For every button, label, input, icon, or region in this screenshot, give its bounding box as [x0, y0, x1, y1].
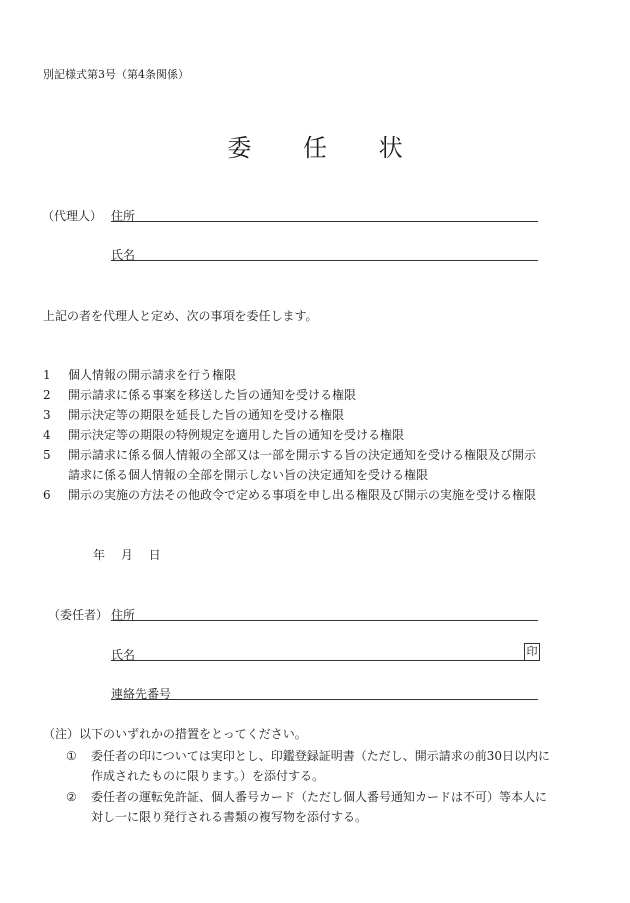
item-text-line1: 開示請求に係る個人情報の全部又は一部を開示する旨の決定通知を受ける権限及び開示 — [68, 448, 537, 462]
note-heading: （注）以下のいずれかの措置をとってください。 — [43, 727, 307, 741]
agent-address-label: 住所 — [111, 209, 136, 223]
item-text-line2: 請求に係る個人情報の全部を開示しない旨の決定通知を受ける権限 — [68, 468, 429, 482]
note-line2: 対し一に限り発行される書類の複写物を添付する。 — [91, 810, 368, 824]
agent-role-label: （代理人） — [42, 209, 103, 223]
item-number: 6 — [43, 488, 51, 502]
agent-name-label: 氏名 — [111, 248, 136, 262]
item-text: 開示決定等の期限を延長した旨の通知を受ける権限 — [68, 408, 345, 422]
item-text: 開示決定等の期限の特例規定を適用した旨の通知を受ける権限 — [68, 428, 405, 442]
item-text: 個人情報の開示請求を行う権限 — [68, 368, 237, 382]
principal-contact-field[interactable] — [111, 699, 538, 700]
item-text: 開示の実施の方法その他政令で定める事項を申し出る権限及び開示の実施を受ける権限 — [68, 488, 537, 502]
principal-address-field[interactable] — [111, 620, 538, 621]
date-line[interactable]: 年 月 日 — [93, 548, 161, 562]
form-number: 別記様式第3号（第4条関係） — [43, 68, 189, 81]
item-number: 1 — [43, 368, 51, 382]
principal-contact-label: 連絡先番号 — [111, 687, 172, 701]
note-line2: 作成されたものに限ります。）を添付する。 — [91, 769, 325, 783]
principal-role-label: （委任者） — [48, 608, 109, 622]
agent-address-field[interactable] — [111, 221, 538, 222]
page-title: 委 任 状 — [227, 134, 425, 162]
intro-text: 上記の者を代理人と定め、次の事項を委任します。 — [43, 309, 318, 323]
note-line1: 委任者の運転免許証、個人番号カード（ただし個人番号通知カードは不可）等本人に — [91, 790, 548, 804]
item-number: 5 — [43, 448, 51, 462]
item-number: 3 — [43, 408, 51, 422]
agent-name-field[interactable] — [111, 260, 538, 261]
item-number: 2 — [43, 388, 51, 402]
principal-name-field[interactable] — [111, 660, 538, 661]
note-line1: 委任者の印については実印とし、印鑑登録証明書（ただし、開示請求の前30日以内に — [91, 749, 551, 763]
principal-address-label: 住所 — [111, 608, 136, 622]
seal-box: 印 — [524, 643, 540, 661]
item-text: 開示請求に係る事案を移送した旨の通知を受ける権限 — [68, 388, 357, 402]
item-number: 4 — [43, 428, 51, 442]
principal-name-label: 氏名 — [111, 648, 136, 662]
note-mark: ② — [66, 790, 77, 804]
note-mark: ① — [66, 749, 77, 763]
